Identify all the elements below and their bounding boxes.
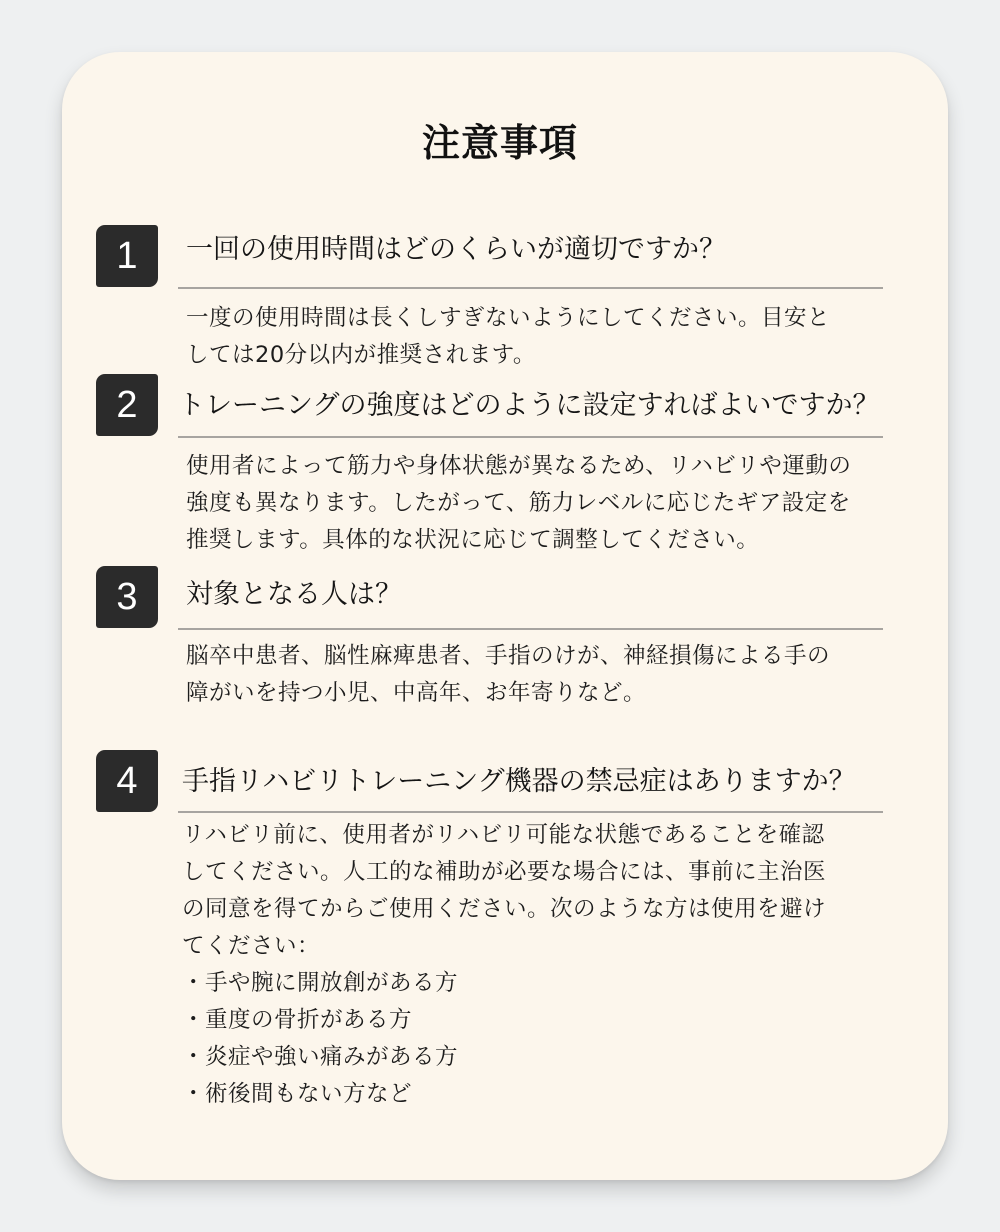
question-3: 対象となる人は？	[186, 579, 402, 610]
number-badge-4: 4	[96, 750, 158, 812]
answer-3-line: 障がいを持つ小児、中高年、お年寄りなど。	[186, 680, 647, 706]
answer-3	[186, 638, 830, 712]
number-badge-3: 3	[96, 566, 158, 628]
divider-1	[178, 287, 883, 289]
answer-2-line: 強度も異なります。したがって、筋力レベルに応じたギア設定を	[186, 490, 851, 516]
answer-4-line: リハビリ前に、使用者がリハビリ可能な状態であることを確認	[182, 822, 825, 848]
number-badge-2: 2	[96, 374, 158, 436]
answer-4-line: てください：	[182, 933, 321, 959]
divider-3	[178, 628, 883, 630]
answer-4-bullet: ・炎症や強い痛みがある方	[182, 1044, 459, 1070]
answer-4-line: の同意を得てからご使用ください。次のような方は使用を避け	[182, 896, 827, 922]
question-2: トレーニングの強度はどのように設定すればよいですか？	[178, 390, 880, 421]
number-badge-1: 1	[96, 225, 158, 287]
answer-2-line: 使用者によって筋力や身体状態が異なるため、リハビリや運動の	[186, 453, 852, 479]
answer-3-line: 脳卒中患者、脳性麻痺患者、手指のけが、神経損傷による手の	[186, 643, 831, 669]
answer-4-bullet: ・重度の骨折がある方	[182, 1007, 413, 1033]
divider-4	[178, 811, 883, 813]
answer-4-line: してください。人工的な補助が必要な場合には、事前に主治医	[182, 859, 827, 885]
answer-4	[182, 817, 826, 1113]
answer-1-line: しては20分以内が推奨されます。	[186, 342, 536, 368]
page-title: 注意事項	[421, 121, 578, 165]
question-4: 手指リハビリトレーニング機器の禁忌症はありますか？	[182, 766, 856, 797]
answer-4-bullet: ・手や腕に開放創がある方	[182, 970, 459, 996]
answer-2	[186, 448, 851, 559]
question-1: 一回の使用時間はどのくらいが適切ですか？	[186, 234, 726, 265]
answer-1-line: 一度の使用時間は長くしすぎないようにしてください。目安と	[186, 305, 831, 331]
divider-2	[178, 436, 883, 438]
answer-1	[186, 300, 830, 374]
answer-2-line: 推奨します。具体的な状況に応じて調整してください。	[186, 527, 760, 553]
answer-4-bullet: ・術後間もない方など	[182, 1081, 413, 1107]
